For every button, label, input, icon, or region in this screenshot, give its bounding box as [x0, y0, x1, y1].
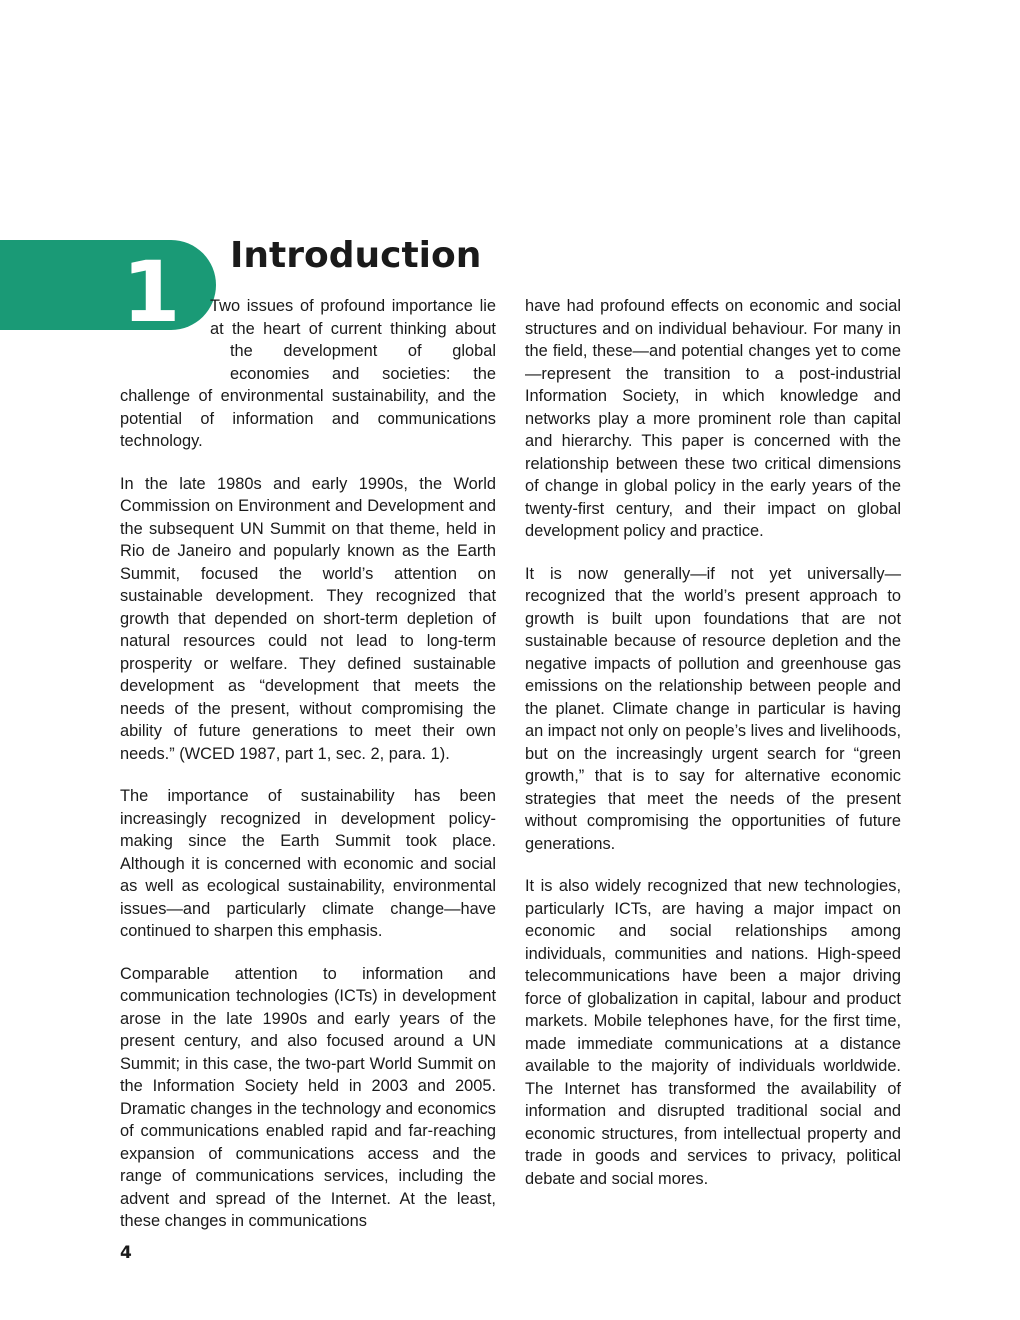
paragraph: Comparable attention to information and communication technologies (ICTs) in development arose in the late 1990s and early years of the present century, and also focused around a UN Summit; in this case, the two-part World Summit on the Information Society held in 2003 and 2005. Dramatic changes in the technology and economics of communications enabled rapid and far-reaching expansion of communications access and the range of communications services, including the advent and spread of the Internet. At the least, these changes in communications [120, 964, 496, 1230]
left-column [120, 295, 496, 1253]
drop-spacer [120, 295, 210, 340]
page-number: 4 [120, 1243, 132, 1263]
chapter-number: 1 [122, 243, 179, 341]
paragraph: Two issues of profound importance lie at the heart of current thinking about the development of global economies and societies: the challenge of environmental sustainability, and the potential of information and communications technology. [120, 297, 496, 450]
paragraph: The importance of sustainability has been increasingly recognized in development policy-making since the Earth Summit took place. Although it is concerned with economic and social as well as ecological sustainability, environmental issues—and particularly climate change—have continued to sharpen this emphasis. [120, 787, 496, 940]
chapter-title: Introduction [230, 235, 482, 276]
paragraph: It is now generally—if not yet universally—recognized that the world’s present approach to growth is built upon foundations that are not sustainable because of resource depletion and the negative impacts of pollution and greenhouse gas emissions on the relationship between people and the planet. Climate change in particular is having an impact not only on people’s lives and livelihoods, but on the increasingly urgent search for “green growth,” that is to say for alternative economic strategies that meet the needs of the present without compromising the opportunities of future generations. [525, 564, 902, 853]
drop-spacer [120, 340, 230, 385]
paragraph: have had profound effects on economic and social structures and on individual behaviour. For many in the field, these—and potential changes yet to come—represent the transition to a post-industrial Information Society, in which knowledge and networks play a more prominent role than capital and hierarchy. This paper is concerned with the relationship between these two critical dimensions of change in global policy in the early years of the twenty-first century, and their impact on global development policy and practice. [525, 297, 901, 540]
right-column [525, 295, 901, 1210]
paragraph: In the late 1980s and early 1990s, the World Commission on Environment and Development and the subsequent UN Summit on that theme, held in Rio de Janeiro and popularly known as the Earth Summit, focused the world’s attention on sustainable development. They recognized that growth that depended on short-term depletion of natural resources could not lead to long-term prosperity or welfare. They defined sustainable development as “development that meets the needs of the present, without compromising the ability of future generations to meet their own needs.” (WCED 1987, part 1, sec. 2, para. 1). [120, 474, 496, 763]
paragraph: It is also widely recognized that new technologies, particularly ICTs, are having a major impact on economic and social relationships among individuals, communities and nations. High-speed telecommunications have been a major driving force of globalization in capital, labour and product markets. Mobile telephones have, for the first time, made immediate communications at a distance available to the majority of individuals worldwide. The Internet has transformed the availability of information and disrupted traditional social and economic structures, from intellectual property and trade in goods and services to privacy, political debate and social mores. [525, 877, 901, 1188]
